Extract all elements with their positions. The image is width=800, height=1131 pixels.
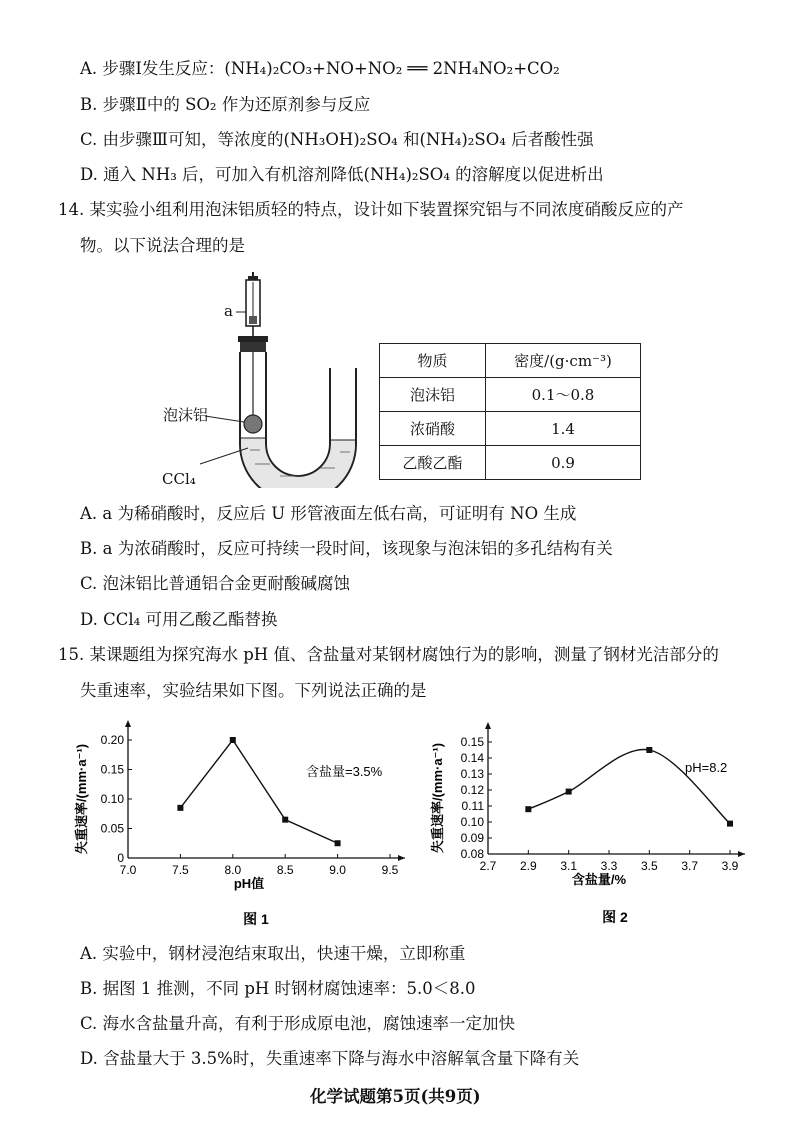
- y-tick-label: 0.09: [460, 831, 484, 845]
- y-tick-label: 0.13: [460, 767, 484, 781]
- q14-stem-line2: 物。以下说法合理的是: [80, 236, 245, 255]
- q13-option-b: B. 步骤Ⅱ中的 SO₂ 作为还原剂参与反应: [80, 95, 371, 114]
- table-cell: 0.9: [486, 446, 641, 480]
- chart-title: 图 1: [243, 911, 269, 927]
- x-axis-arrow: [398, 855, 405, 861]
- y-axis-label: 失重速率/(mm·a⁻¹): [430, 742, 445, 854]
- table-row: [380, 378, 641, 412]
- y-tick-label: 0.11: [461, 799, 484, 813]
- q15-stem-line1: 15. 某课题组为探究海水 pH 值、含盐量对某钢材腐蚀行为的影响，测量了钢材光洁部分的: [58, 645, 719, 664]
- y-tick-label: 0.10: [100, 792, 124, 806]
- data-point: [525, 806, 531, 812]
- y-axis-label: 失重速率/(mm·a⁻¹): [74, 743, 89, 855]
- x-tick-label: 7.0: [119, 863, 137, 877]
- q15-option-b: B. 据图 1 推测，不同 pH 时钢材腐蚀速率：5.0＜8.0: [80, 979, 476, 998]
- data-point: [727, 821, 733, 827]
- x-axis-arrow: [738, 851, 745, 857]
- x-tick-label: 3.5: [640, 859, 658, 873]
- chart-title: 图 2: [602, 909, 628, 925]
- table-cell: 1.4: [486, 412, 641, 446]
- x-tick-label: 2.9: [519, 859, 537, 873]
- x-tick-label: 3.3: [600, 859, 618, 873]
- x-tick-label: 3.9: [721, 859, 739, 873]
- label-ccl4: CCl₄: [162, 470, 196, 488]
- q14-option-b: B. a 为浓硝酸时，反应可持续一段时间，该现象与泡沫铝的多孔结构有关: [80, 539, 613, 558]
- data-point: [335, 840, 341, 846]
- table-header-row: [380, 344, 641, 378]
- table-cell: 浓硝酸: [380, 412, 486, 446]
- table-header: 密度/(g·cm⁻³): [486, 344, 641, 378]
- x-axis-label: pH值: [233, 876, 265, 891]
- q14-option-c: C. 泡沫铝比普通铝合金更耐酸碱腐蚀: [80, 574, 351, 593]
- table-cell: 泡沫铝: [380, 378, 486, 412]
- y-tick-label: 0.10: [460, 815, 484, 829]
- y-tick-label: 0.14: [460, 751, 484, 765]
- annotation: pH=8.2: [685, 760, 728, 775]
- q15-stem-line2: 失重速率，实验结果如下图。下列说法正确的是: [80, 681, 427, 700]
- y-tick-label: 0.15: [460, 735, 484, 749]
- x-tick-label: 9.0: [329, 863, 346, 877]
- table-row: [380, 412, 641, 446]
- x-tick-label: 2.7: [479, 859, 497, 873]
- y-tick-label: 0.20: [100, 733, 124, 747]
- x-tick-label: 8.0: [224, 863, 242, 877]
- x-tick-label: 7.5: [172, 863, 189, 877]
- label-foam-aluminum: 泡沫铝: [163, 406, 209, 424]
- data-point: [282, 817, 288, 823]
- table-header: 物质: [380, 344, 486, 378]
- q13-option-a: A. 步骤Ⅰ发生反应：(NH₄)₂CO₃+NO+NO₂ ══ 2NH₄NO₂+CO₂: [80, 59, 560, 78]
- x-tick-label: 3.1: [560, 859, 578, 873]
- data-point: [230, 737, 236, 743]
- table-cell: 0.1～0.8: [486, 378, 641, 412]
- u-tube-apparatus: [160, 268, 360, 488]
- y-tick-label: 0.12: [460, 783, 484, 797]
- series-line: [180, 740, 337, 843]
- q13-option-d: D. 通入 NH₃ 后，可加入有机溶剂降低(NH₄)₂SO₄ 的溶解度以促进析出: [80, 165, 604, 184]
- y-axis-arrow: [125, 720, 131, 727]
- x-tick-label: 8.5: [276, 863, 294, 877]
- x-tick-label: 3.7: [681, 859, 699, 873]
- q15-option-c: C. 海水含盐量升高，有利于形成原电池，腐蚀速率一定加快: [80, 1014, 516, 1033]
- density-table: [379, 343, 641, 480]
- label-a: a: [224, 302, 233, 320]
- y-tick-label: 0: [117, 851, 124, 865]
- data-point: [177, 805, 183, 811]
- table-cell: 乙酸乙酯: [380, 446, 486, 480]
- chart-figure-2: [430, 708, 760, 932]
- x-axis-label: 含盐量/%: [571, 872, 627, 887]
- annotation: 含盐量=3.5%: [306, 764, 383, 779]
- y-tick-label: 0.15: [100, 762, 124, 777]
- chart-figure-1: [70, 712, 415, 932]
- q13-option-c: C. 由步骤Ⅲ可知，等浓度的(NH₃OH)₂SO₄ 和(NH₄)₂SO₄ 后者酸性强: [80, 130, 594, 149]
- q14-option-d: D. CCl₄ 可用乙酸乙酯替换: [80, 610, 278, 629]
- q15-option-a: A. 实验中，钢材浸泡结束取出，快速干燥，立即称重: [80, 944, 466, 963]
- page-footer: 化学试题第5页(共9页): [310, 1087, 481, 1106]
- y-tick-label: 0.08: [460, 847, 484, 861]
- q14-stem-line1: 14. 某实验小组利用泡沫铝质轻的特点，设计如下装置探究铝与不同浓度硝酸反应的产: [58, 200, 684, 219]
- q14-option-a: A. a 为稀硝酸时，反应后 U 形管液面左低右高，可证明有 NO 生成: [80, 504, 577, 523]
- table-row: [380, 446, 641, 480]
- data-point: [646, 747, 652, 753]
- y-tick-label: 0.05: [100, 821, 124, 836]
- data-point: [566, 789, 572, 795]
- x-tick-label: 9.5: [381, 863, 399, 877]
- y-axis-arrow: [485, 722, 491, 729]
- q15-option-d: D. 含盐量大于 3.5%时，失重速率下降与海水中溶解氧含量下降有关: [80, 1049, 580, 1068]
